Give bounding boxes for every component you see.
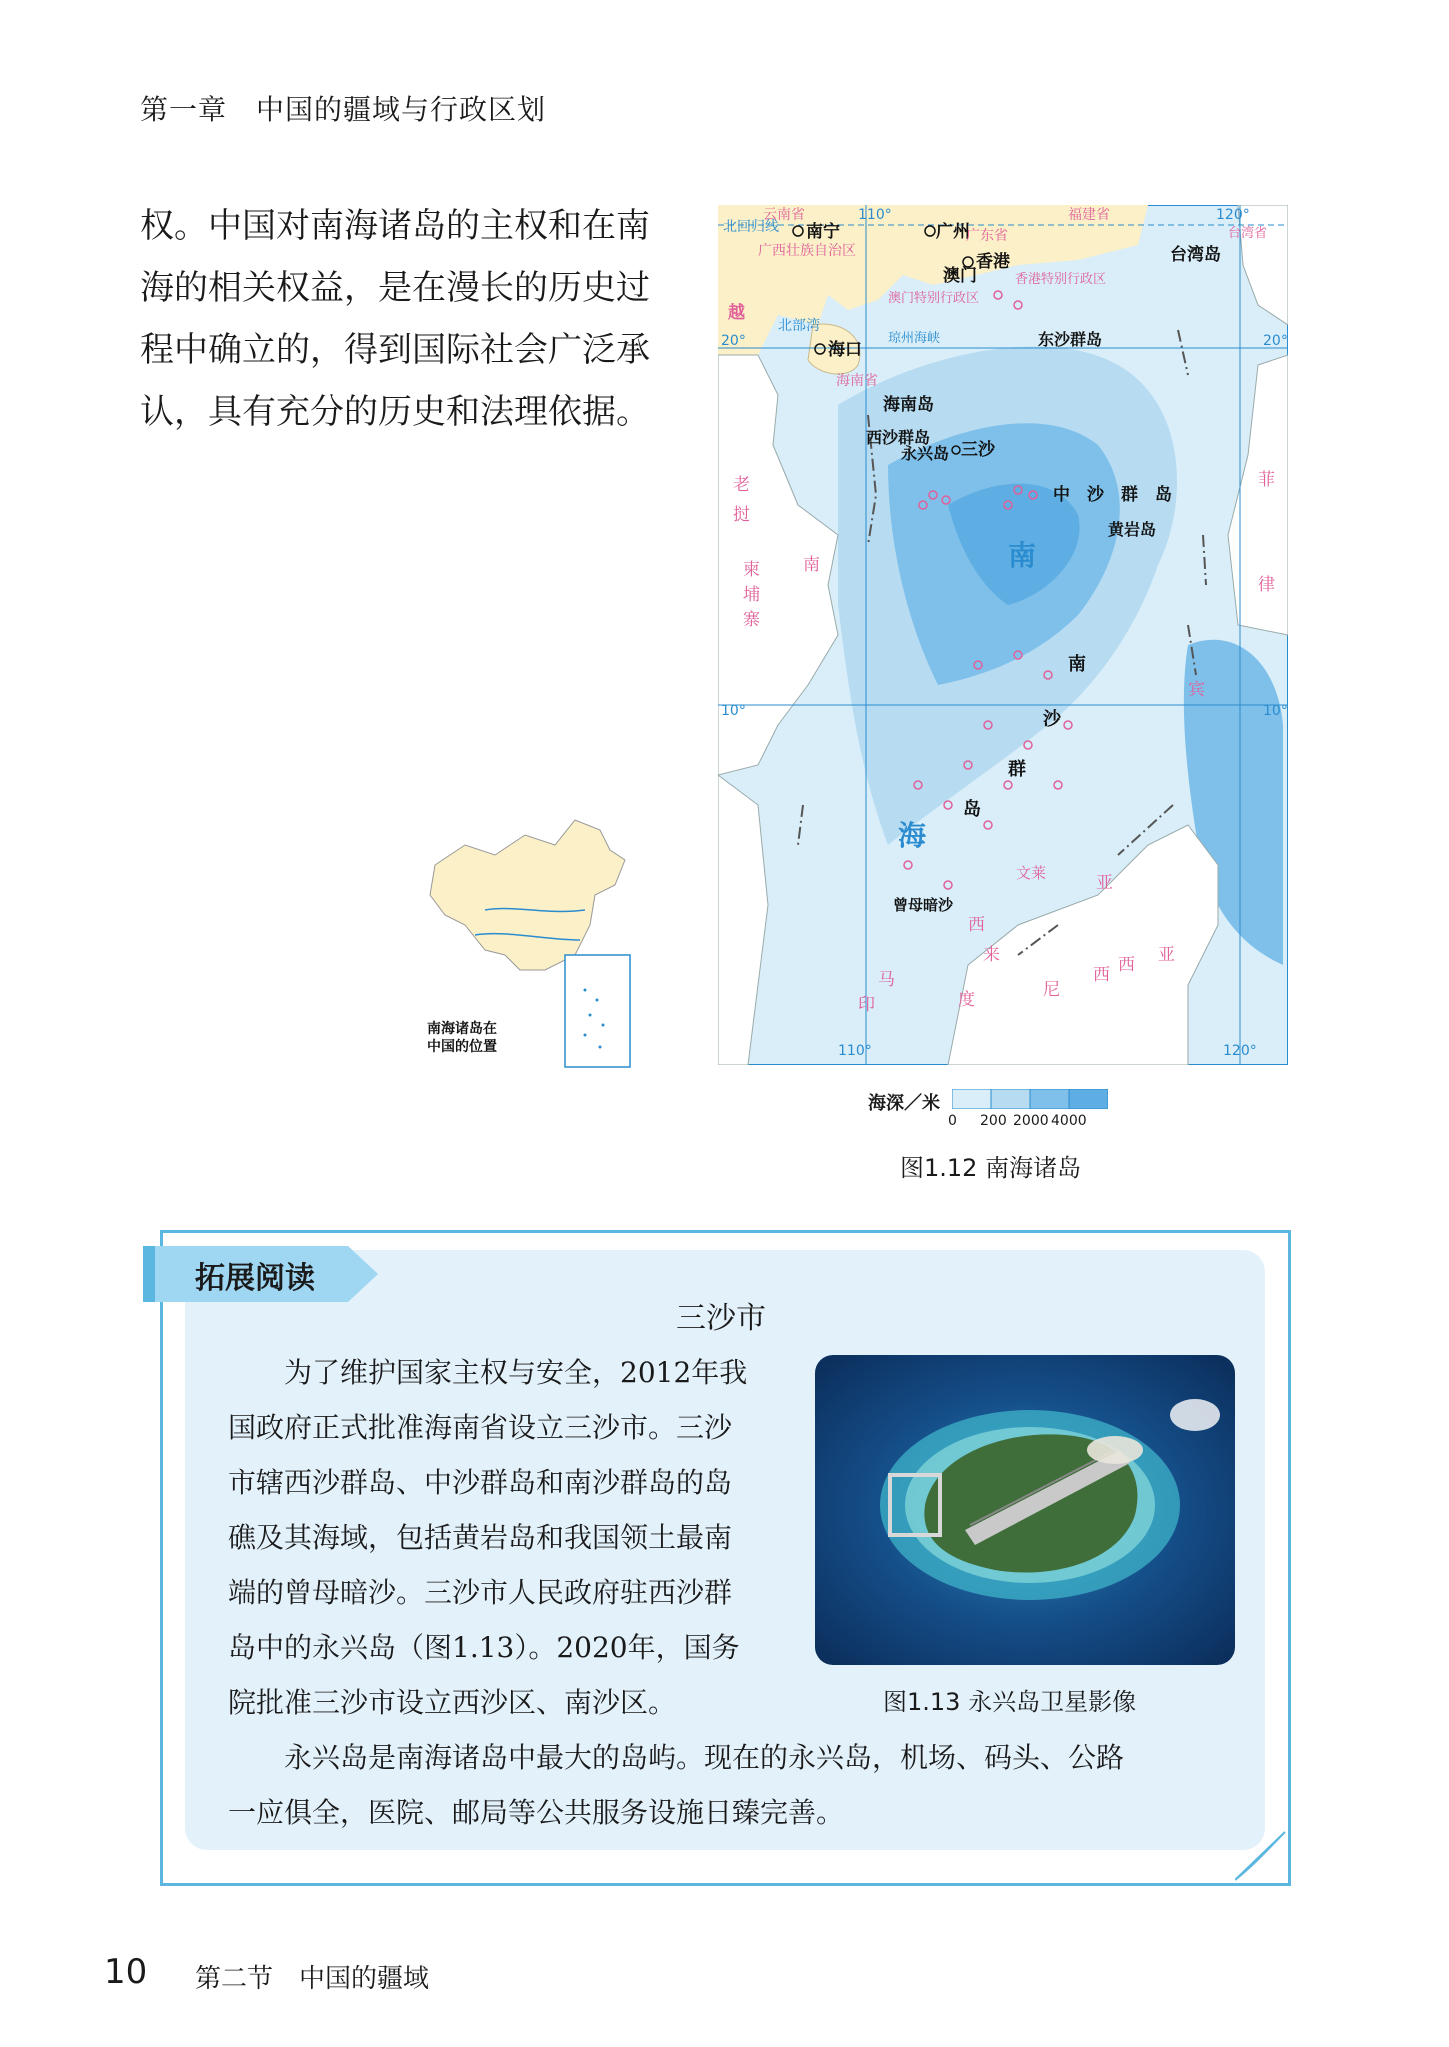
map-label: 南 xyxy=(803,555,820,575)
map-label: 南宁 xyxy=(806,222,840,242)
reading-line: 礁及其海域，包括黄岩岛和我国领土最南 xyxy=(228,1521,733,1554)
map-label: 越 xyxy=(728,303,745,323)
map-label: 西 xyxy=(1093,965,1110,985)
map-label: 律 xyxy=(1258,575,1275,595)
reading-line: 一应俱全，医院、邮局等公共服务设施日臻完善。 xyxy=(228,1796,845,1829)
china-inset-map xyxy=(425,815,640,1070)
map-label: 曾母暗沙 xyxy=(893,896,954,914)
map-label: 西 xyxy=(968,915,985,935)
legend-tick: 4000 xyxy=(1051,1113,1087,1129)
reading-paragraph-2 xyxy=(228,1730,1248,1840)
map-label: 广西壮族自治区 xyxy=(758,243,856,259)
map-label: 岛 xyxy=(963,799,981,820)
map-label: 马 xyxy=(878,970,895,990)
map-label: 120° xyxy=(1223,1043,1257,1059)
legend-tick: 2000 xyxy=(1013,1113,1049,1129)
map-label: 尼 xyxy=(1043,980,1060,1000)
reading-line: 岛中的永兴岛（图1.13）。2020年，国务 xyxy=(228,1631,740,1664)
reading-line: 为了维护国家主权与安全，2012年我 xyxy=(228,1356,748,1389)
map-label: 来 xyxy=(983,945,1000,965)
inset-caption-line: 南海诸岛在 xyxy=(427,1021,497,1037)
body-line: 权。中国对南海诸岛的主权和在南 xyxy=(140,206,650,246)
reading-line: 永兴岛是南海诸岛中最大的岛屿。现在的永兴岛，机场、码头、公路 xyxy=(228,1741,1125,1774)
tab-label: 拓展阅读 xyxy=(195,1261,315,1296)
map-label: 20° xyxy=(721,333,746,349)
body-line: 海的相关权益，是在漫长的历史过 xyxy=(140,268,650,308)
map-label: 110° xyxy=(838,1043,872,1059)
map-label: 黄岩岛 xyxy=(1108,520,1157,539)
map-label: 北回归线 xyxy=(723,219,779,235)
map-label: 老 xyxy=(733,475,750,495)
map-label: 三沙 xyxy=(961,440,995,460)
reading-line: 端的曾母暗沙。三沙市人民政府驻西沙群 xyxy=(228,1576,733,1609)
map-label: 台湾省 xyxy=(1228,226,1268,241)
chapter-header: 第一章 中国的疆域与行政区划 xyxy=(140,93,547,126)
map-label: 香港 xyxy=(976,252,1010,272)
depth-legend xyxy=(868,1085,1128,1135)
reading-line: 国政府正式批准海南省设立三沙市。三沙 xyxy=(228,1411,733,1444)
map-label: 北部湾 xyxy=(778,318,820,334)
legend-scale xyxy=(952,1089,1108,1109)
page-number: 10 xyxy=(104,1952,148,1992)
map-label: 文莱 xyxy=(1016,864,1047,882)
map-label: 菲 xyxy=(1258,470,1275,490)
map-label: 香港特别行政区 xyxy=(1015,272,1107,287)
map-label: 中 沙 群 岛 xyxy=(1053,485,1172,505)
map-label: 10° xyxy=(721,703,746,719)
map-label: 亚 xyxy=(1096,873,1113,893)
map-label: 120° xyxy=(1216,207,1250,223)
map-label: 永兴岛 xyxy=(901,444,950,463)
map-label: 广东省 xyxy=(966,228,1008,244)
map-label: 云南省 xyxy=(763,207,805,223)
map-label: 110° xyxy=(858,207,892,223)
map-label: 福建省 xyxy=(1068,207,1110,223)
map-label: 琼州海峡 xyxy=(888,331,941,346)
map-label: 寨 xyxy=(743,610,760,630)
map-label: 海 xyxy=(898,819,927,852)
reading-line: 院批准三沙市设立西沙区、南沙区。 xyxy=(228,1686,677,1719)
map-label: 印 xyxy=(858,995,875,1015)
map-label: 台湾岛 xyxy=(1170,245,1221,265)
legend-title: 海深／米 xyxy=(868,1093,940,1114)
map-label: 群 xyxy=(1008,759,1026,780)
map-label: 南 xyxy=(1008,539,1037,572)
map-label: 澳门特别行政区 xyxy=(888,291,980,306)
map-label: 埔 xyxy=(743,585,760,605)
body-line: 认，具有充分的历史和法理依据。 xyxy=(140,392,650,432)
map-label: 度 xyxy=(958,990,975,1010)
map-label: 沙 xyxy=(1043,709,1061,730)
figure-caption: 图1.12 南海诸岛 xyxy=(900,1154,1082,1182)
map-label: 海口 xyxy=(828,340,862,360)
map-label: 东沙群岛 xyxy=(1038,330,1103,349)
legend-tick: 0 xyxy=(948,1113,957,1129)
body-paragraph xyxy=(140,195,660,443)
map-label: 广州 xyxy=(936,222,970,242)
reading-paragraph-1 xyxy=(228,1345,788,1730)
map-label: 宾 xyxy=(1188,680,1205,700)
map-label: 挝 xyxy=(733,505,750,525)
map-label: 西 xyxy=(1118,955,1135,975)
map-label: 海南岛 xyxy=(883,395,934,415)
map-label: 20° xyxy=(1263,333,1288,349)
figure-caption: 图1.13 永兴岛卫星影像 xyxy=(883,1688,1137,1716)
map-label: 南 xyxy=(1068,654,1086,675)
section-footer: 第二节 中国的疆域 xyxy=(195,1964,430,1994)
inset-caption-line: 中国的位置 xyxy=(427,1039,497,1055)
yongxing-satellite-photo xyxy=(815,1355,1235,1665)
map-label: 亚 xyxy=(1158,945,1175,965)
map-label: 澳门 xyxy=(943,266,977,286)
map-label: 柬 xyxy=(743,560,760,580)
legend-tick: 200 xyxy=(980,1113,1007,1129)
south-china-sea-map xyxy=(718,205,1288,1065)
reading-title: 三沙市 xyxy=(676,1301,766,1336)
map-label: 10° xyxy=(1263,703,1288,719)
reading-line: 市辖西沙群岛、中沙群岛和南沙群岛的岛 xyxy=(228,1466,733,1499)
body-line: 程中确立的，得到国际社会广泛承 xyxy=(140,330,650,370)
map-label: 海南省 xyxy=(836,373,878,389)
map-label: 西沙群岛 xyxy=(866,428,931,447)
